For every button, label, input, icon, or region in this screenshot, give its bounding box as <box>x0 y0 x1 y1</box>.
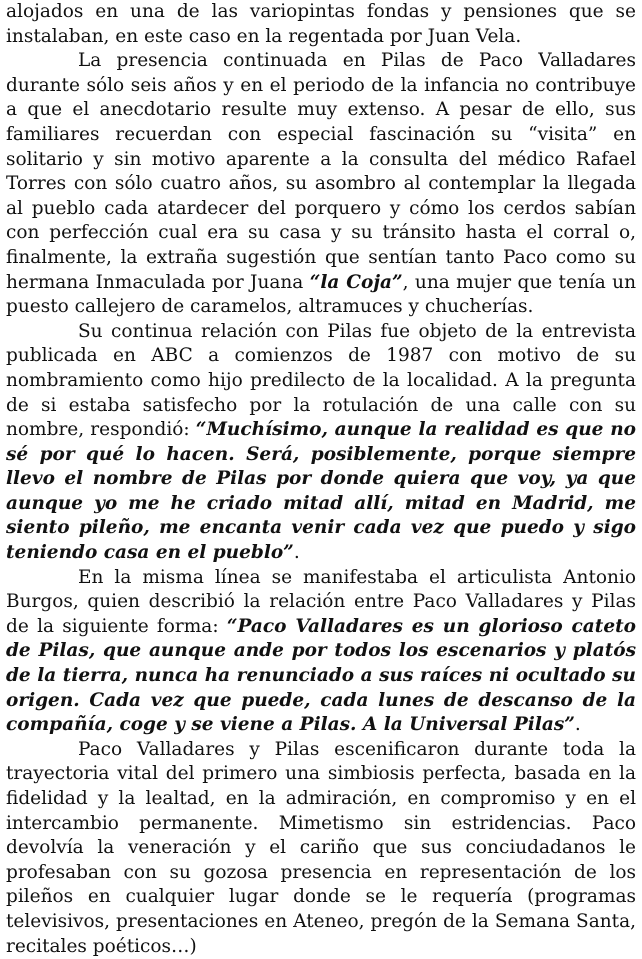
interview-quote: “Muchísimo, aunque la realidad es que no sé por qué lo hacen. Será, posiblemente, porque siempre llevo el nombre de Pilas por donde quiera que voy, ya que aunque yo me he criado mitad allí, mitad en Madrid, me siento pileño, me encanta venir cada vez que puedo y sigo teniendo casa en el pueblo” <box>6 419 636 564</box>
paragraph-antonio-burgos <box>6 566 636 738</box>
paragraph-abc-interview <box>6 320 636 566</box>
paragraph-symbiosis <box>6 738 636 959</box>
text-segment: Su continua relación con Pilas fue objeto de la entrevista publicada en ABC a comienzos de 1987 con motivo de su nombramiento como hijo predilecto de la localidad. A la pregunta de si estaba satisfecho por la rotulación de una calle con su nombre, respondió: <box>6 320 636 441</box>
nickname-emphasis: “la Coja” <box>309 271 403 293</box>
document-page <box>6 0 636 959</box>
text-segment: alojados en una de las variopintas fondas y pensiones que se instalaban, en este caso en la regentada por Juan Vela. <box>6 1 636 47</box>
text-segment: Paco Valladares y Pilas escenificaron durante toda la trayectoria vital del primero una simbiosis perfecta, basada en la fidelidad y la lealtad, en la admiración, en compromiso y en el intercambio permanente. Mimetismo sin estridencias. Paco devolvía la veneración y el cariño que sus conciudadanos le profesaban con su gozosa presencia en representación de los pileños en cualquier lugar donde se le requería (programas televisivos, presentaciones en Ateneo, pregón de la Semana Santa, recitales poéticos…) <box>6 738 636 957</box>
text-segment: . <box>293 542 300 564</box>
burgos-quote: “Paco Valladares es un glorioso cateto de Pilas, que aunque ande por todos los escenarios y platós de la tierra, nunca ha renunciado a sus raíces ni ocultado su origen. Cada vez que puede, cada lunes de descanso de la compañía, coge y se viene a Pilas. A la Universal Pilas” <box>6 615 636 736</box>
text-segment: La presencia continuada en Pilas de Paco Valladares durante sólo seis años y en el periodo de la infancia no contribuye a que el anecdotario resulte muy extenso. A pesar de ello, sus familiares recuerdan con especial fascinación su “visita” en solitario y sin motivo aparente a la consulta del médico Rafael Torres con sólo cuatro años, su asombro al contemplar la llegada al pueblo cada atardecer del porquero y cómo los cerdos sabían con perfección cual era su casa y su tránsito hasta el corral o, finalmente, la extraña sugestión que sentían tanto Paco como su hermana Inmaculada por Juana <box>6 50 636 293</box>
text-segment: , una mujer que tenía un puesto callejero de caramelos, altramuces y chucherías. <box>6 271 636 318</box>
text-segment: . <box>574 714 581 736</box>
text-segment: En la misma línea se manifestaba el articulista Antonio Burgos, quien describió la relación entre Paco Valladares y Pilas de la siguiente forma: <box>6 566 636 637</box>
paragraph-continuation <box>6 0 636 49</box>
paragraph-childhood-anecdotes <box>6 49 636 320</box>
